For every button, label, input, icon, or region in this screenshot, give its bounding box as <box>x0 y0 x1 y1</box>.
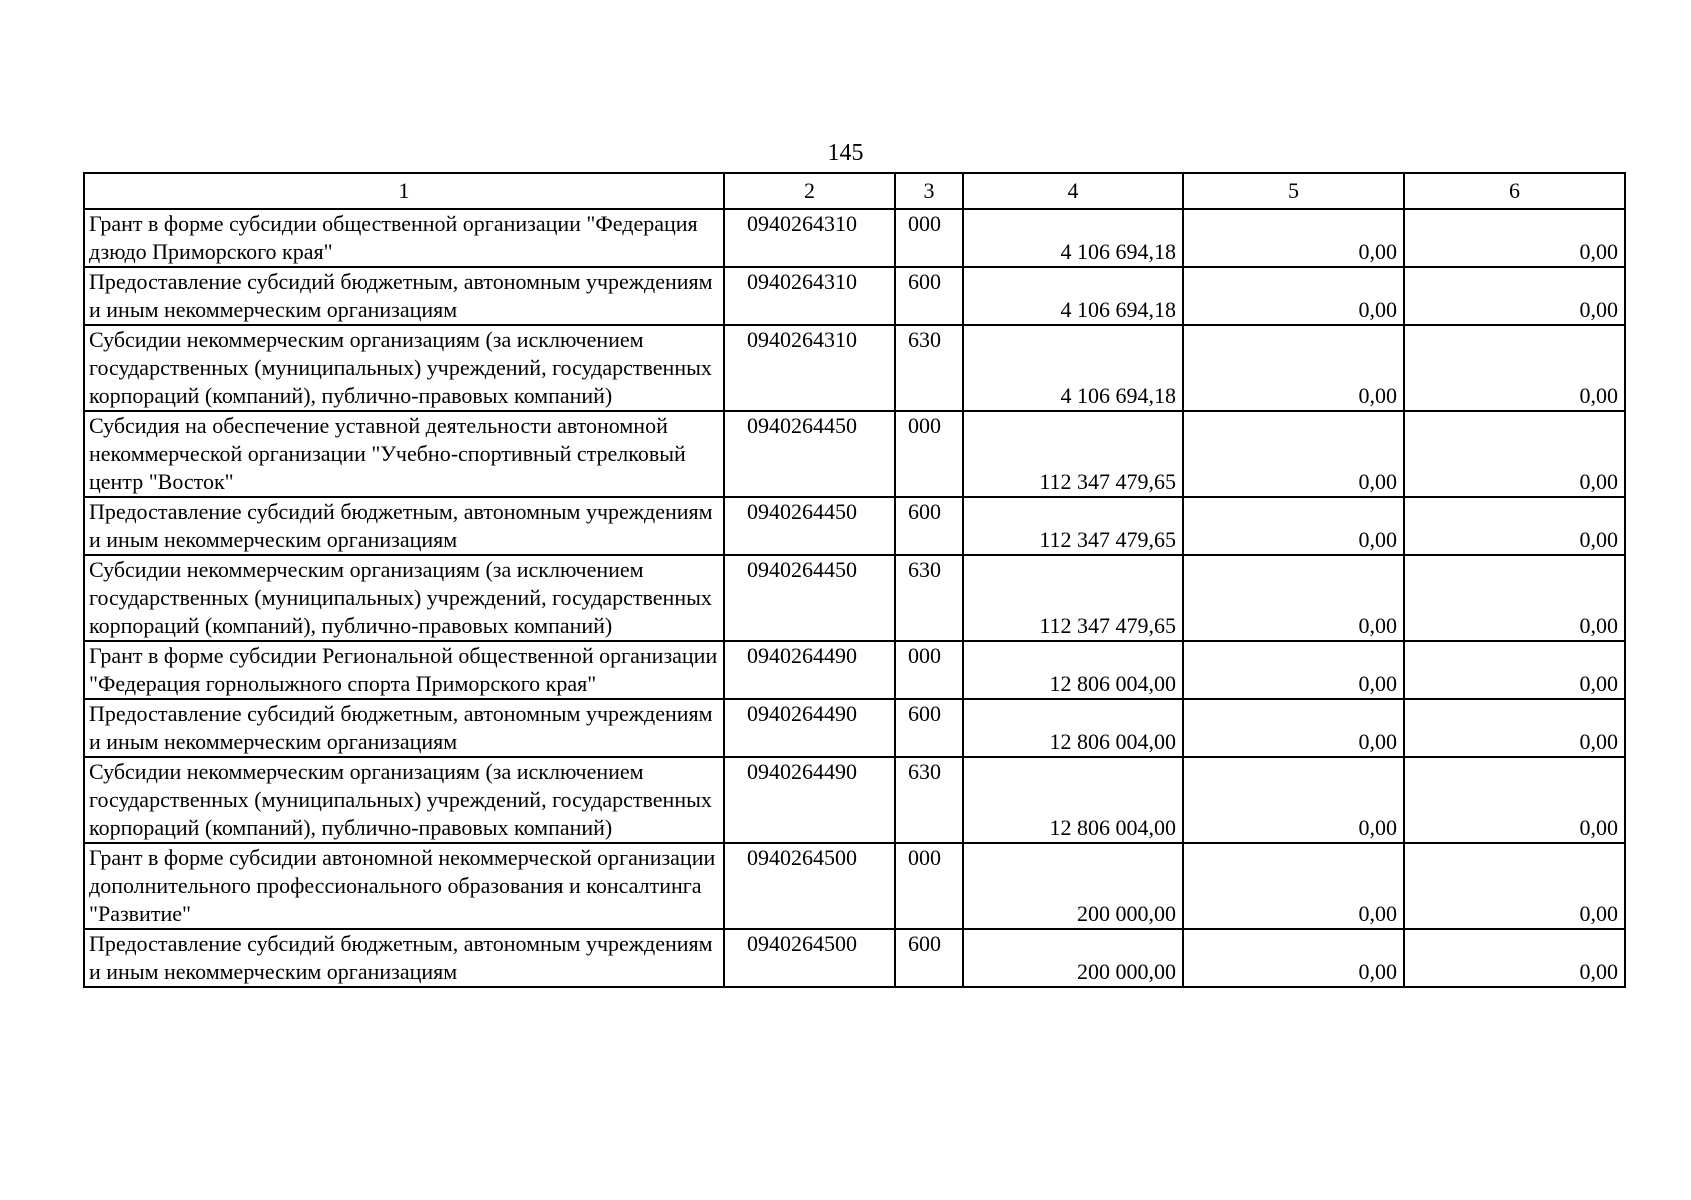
row-name: Субсидии некоммерческим организациям (за исключением государственных (муниципальных) учреждений, государственных корпораций (компаний), публично-правовых компаний) <box>84 757 724 843</box>
row-amount-4: 12 806 004,00 <box>963 757 1183 843</box>
row-amount-6: 0,00 <box>1404 555 1625 641</box>
row-amount-4: 4 106 694,18 <box>963 325 1183 411</box>
table-row <box>84 929 1625 987</box>
row-expense-type: 000 <box>895 641 963 699</box>
row-code: 0940264490 <box>724 757 895 843</box>
table-row <box>84 757 1625 843</box>
table-row <box>84 267 1625 325</box>
row-amount-4: 112 347 479,65 <box>963 555 1183 641</box>
row-amount-6: 0,00 <box>1404 497 1625 555</box>
table-row <box>84 699 1625 757</box>
row-code: 0940264500 <box>724 929 895 987</box>
row-amount-6: 0,00 <box>1404 699 1625 757</box>
row-amount-6: 0,00 <box>1404 411 1625 497</box>
row-code: 0940264490 <box>724 641 895 699</box>
row-name: Субсидия на обеспечение уставной деятельности автономной некоммерческой организации "Учебно-спортивный стрелковый центр "Восток" <box>84 411 724 497</box>
row-amount-4: 200 000,00 <box>963 929 1183 987</box>
row-name: Грант в форме субсидии общественной организации "Федерация дзюдо Приморского края" <box>84 209 724 267</box>
row-code: 0940264310 <box>724 325 895 411</box>
row-name: Предоставление субсидий бюджетным, автономным учреждениям и иным некоммерческим организациям <box>84 699 724 757</box>
row-code: 0940264500 <box>724 843 895 929</box>
row-expense-type: 630 <box>895 555 963 641</box>
row-amount-6: 0,00 <box>1404 325 1625 411</box>
column-header: 3 <box>895 173 963 209</box>
row-expense-type: 600 <box>895 929 963 987</box>
table-row <box>84 411 1625 497</box>
row-amount-4: 112 347 479,65 <box>963 497 1183 555</box>
row-amount-5: 0,00 <box>1183 555 1404 641</box>
row-expense-type: 000 <box>895 209 963 267</box>
row-name: Грант в форме субсидии автономной некоммерческой организации дополнительного профессионального образования и консалтинга "Развитие" <box>84 843 724 929</box>
column-header: 6 <box>1404 173 1625 209</box>
column-header: 2 <box>724 173 895 209</box>
row-code: 0940264310 <box>724 209 895 267</box>
row-amount-4: 12 806 004,00 <box>963 641 1183 699</box>
table-row <box>84 325 1625 411</box>
row-name: Предоставление субсидий бюджетным, автономным учреждениям и иным некоммерческим организациям <box>84 497 724 555</box>
column-header: 1 <box>84 173 724 209</box>
table-row <box>84 555 1625 641</box>
row-expense-type: 600 <box>895 267 963 325</box>
table-row <box>84 497 1625 555</box>
row-name: Грант в форме субсидии Региональной общественной организации "Федерация горнолыжного спорта Приморского края" <box>84 641 724 699</box>
row-expense-type: 000 <box>895 843 963 929</box>
row-amount-5: 0,00 <box>1183 929 1404 987</box>
row-amount-6: 0,00 <box>1404 209 1625 267</box>
row-code: 0940264450 <box>724 497 895 555</box>
row-code: 0940264310 <box>724 267 895 325</box>
row-amount-4: 4 106 694,18 <box>963 267 1183 325</box>
row-amount-5: 0,00 <box>1183 497 1404 555</box>
row-code: 0940264450 <box>724 411 895 497</box>
row-amount-5: 0,00 <box>1183 641 1404 699</box>
row-amount-6: 0,00 <box>1404 267 1625 325</box>
page-number: 145 <box>827 140 864 166</box>
row-amount-4: 200 000,00 <box>963 843 1183 929</box>
row-amount-4: 4 106 694,18 <box>963 209 1183 267</box>
column-header: 4 <box>963 173 1183 209</box>
row-name: Субсидии некоммерческим организациям (за исключением государственных (муниципальных) учреждений, государственных корпораций (компаний), публично-правовых компаний) <box>84 325 724 411</box>
row-amount-6: 0,00 <box>1404 843 1625 929</box>
row-amount-5: 0,00 <box>1183 209 1404 267</box>
budget-table <box>83 172 1626 988</box>
row-amount-6: 0,00 <box>1404 757 1625 843</box>
row-expense-type: 600 <box>895 699 963 757</box>
row-amount-5: 0,00 <box>1183 757 1404 843</box>
row-amount-6: 0,00 <box>1404 929 1625 987</box>
row-name: Предоставление субсидий бюджетным, автономным учреждениям и иным некоммерческим организациям <box>84 267 724 325</box>
table-row <box>84 209 1625 267</box>
row-amount-4: 12 806 004,00 <box>963 699 1183 757</box>
table-row <box>84 641 1625 699</box>
row-amount-5: 0,00 <box>1183 411 1404 497</box>
row-expense-type: 630 <box>895 325 963 411</box>
row-code: 0940264490 <box>724 699 895 757</box>
row-expense-type: 000 <box>895 411 963 497</box>
header-row <box>84 173 1625 209</box>
row-name: Субсидии некоммерческим организациям (за исключением государственных (муниципальных) учреждений, государственных корпораций (компаний), публично-правовых компаний) <box>84 555 724 641</box>
row-amount-5: 0,00 <box>1183 843 1404 929</box>
table-row <box>84 843 1625 929</box>
row-amount-6: 0,00 <box>1404 641 1625 699</box>
row-amount-5: 0,00 <box>1183 267 1404 325</box>
row-code: 0940264450 <box>724 555 895 641</box>
row-expense-type: 600 <box>895 497 963 555</box>
row-name: Предоставление субсидий бюджетным, автономным учреждениям и иным некоммерческим организациям <box>84 929 724 987</box>
row-amount-5: 0,00 <box>1183 699 1404 757</box>
column-header: 5 <box>1183 173 1404 209</box>
row-expense-type: 630 <box>895 757 963 843</box>
row-amount-5: 0,00 <box>1183 325 1404 411</box>
row-amount-4: 112 347 479,65 <box>963 411 1183 497</box>
